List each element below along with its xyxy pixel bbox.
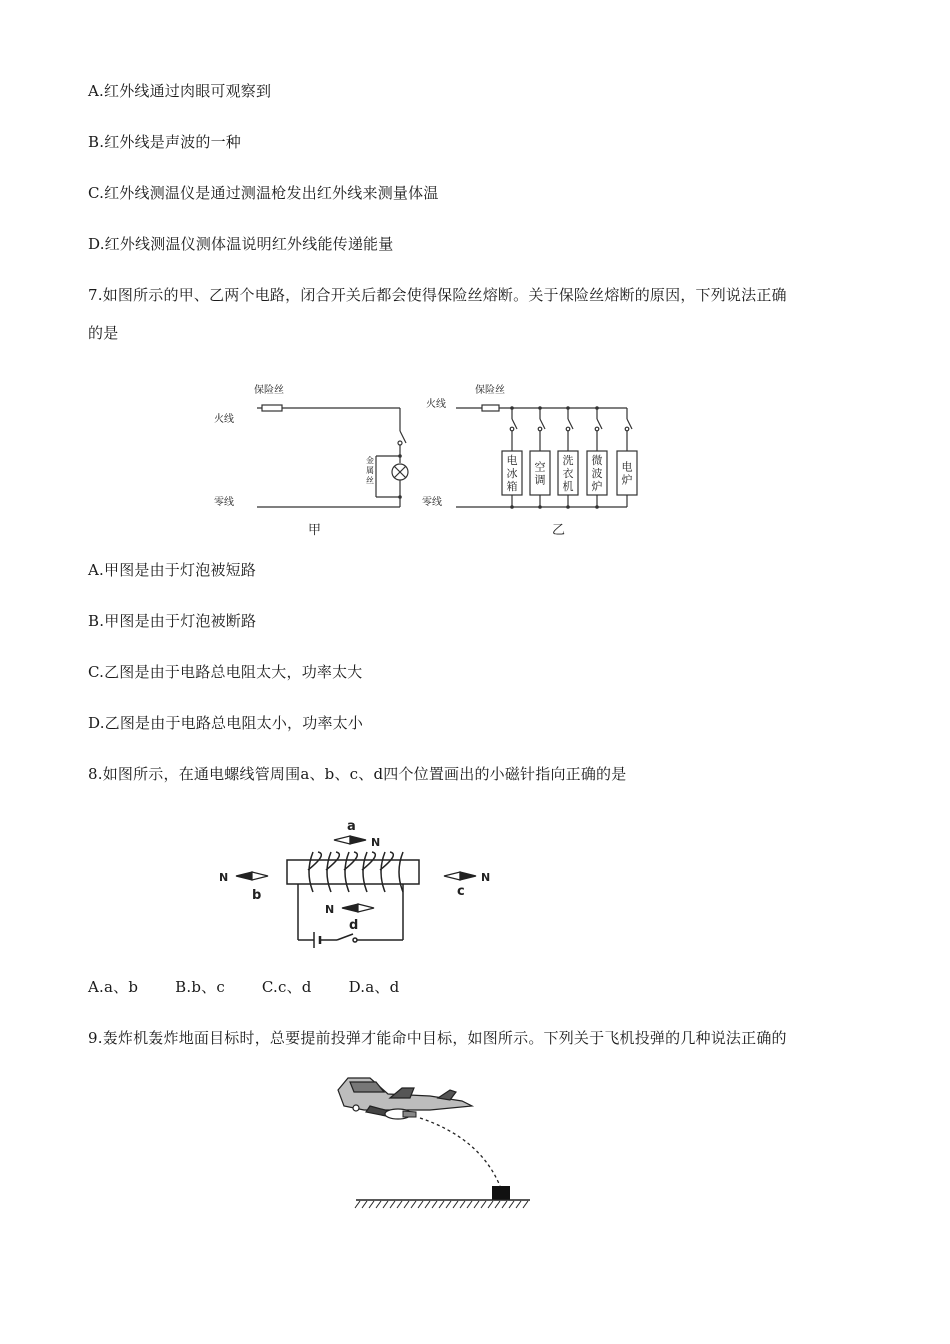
appliance-label: 微波炉	[591, 454, 603, 493]
q8-option-b: B.b、c	[175, 978, 225, 996]
needle-b	[236, 872, 268, 880]
right-neutral-label: 零线	[422, 497, 442, 508]
needle-d	[342, 904, 374, 912]
pole-d: N	[325, 903, 335, 916]
pole-b: N	[219, 871, 229, 884]
appliance-label: 电炉	[621, 460, 633, 487]
q7-option-b: B.甲图是由于灯泡被断路	[88, 612, 257, 630]
appliance-label: 电冰箱	[506, 454, 518, 493]
q8-option-d: D.a、d	[348, 978, 400, 996]
metal-wire-label: 金属丝	[366, 456, 374, 485]
q9-stem: 9.轰炸机轰炸地面目标时，总要提前投弹才能命中目标，如图所示。下列关于飞机投弹的几种说法正确的	[88, 1029, 787, 1047]
label-b: b	[252, 888, 262, 903]
label-c: c	[457, 884, 465, 899]
appliance-label: 空调	[534, 460, 546, 487]
q8-stem: 8.如图所示，在通电螺线管周围a、b、c、d四个位置画出的小磁针指向正确的是	[88, 765, 627, 783]
needle-a	[334, 836, 366, 844]
branch-aircon	[530, 408, 550, 507]
q7-option-c: C.乙图是由于电路总电阻太大，功率太大	[88, 663, 363, 681]
right-live-label: 火线	[426, 399, 446, 410]
q7-circuit-figure	[200, 375, 660, 540]
label-a: a	[347, 819, 356, 834]
q6-option-b: B.红外线是声波的一种	[88, 133, 241, 151]
q8-option-c: C.c、d	[261, 978, 312, 996]
q9-bomber-figure	[330, 1068, 550, 1218]
left-neutral-label: 零线	[214, 497, 234, 508]
target-icon	[492, 1186, 510, 1200]
right-caption: 乙	[552, 523, 566, 538]
q8-option-a: A.a、b	[88, 978, 139, 996]
q7-option-d: D.乙图是由于电路总电阻太小，功率太小	[88, 714, 364, 732]
pole-a: N	[371, 836, 381, 849]
q7-stem-line2: 的是	[88, 324, 119, 342]
q8-options	[88, 977, 431, 997]
left-fuse-label: 保险丝	[254, 385, 284, 396]
q8-solenoid-figure	[210, 812, 510, 952]
pole-c: N	[481, 871, 491, 884]
q7-option-a: A.甲图是由于灯泡被短路	[88, 561, 257, 579]
right-fuse-label: 保险丝	[475, 385, 505, 396]
left-caption: 甲	[308, 523, 322, 538]
appliance-labels	[507, 453, 633, 493]
q6-option-d: D.红外线测温仪测体温说明红外线能传递能量	[88, 235, 394, 253]
q7-stem-line1: 7.如图所示的甲、乙两个电路，闭合开关后都会使得保险丝熔断。关于保险丝熔断的原因，下列说法正确	[88, 286, 787, 304]
appliance-label: 洗衣机	[562, 454, 574, 493]
branch-stove	[617, 408, 637, 507]
q6-option-c: C.红外线测温仪是通过测温枪发出红外线来测量体温	[88, 184, 439, 202]
left-live-label: 火线	[214, 414, 234, 425]
needle-c	[444, 872, 476, 880]
q6-option-a: A.红外线通过肉眼可观察到	[88, 82, 272, 100]
label-d: d	[349, 918, 359, 933]
